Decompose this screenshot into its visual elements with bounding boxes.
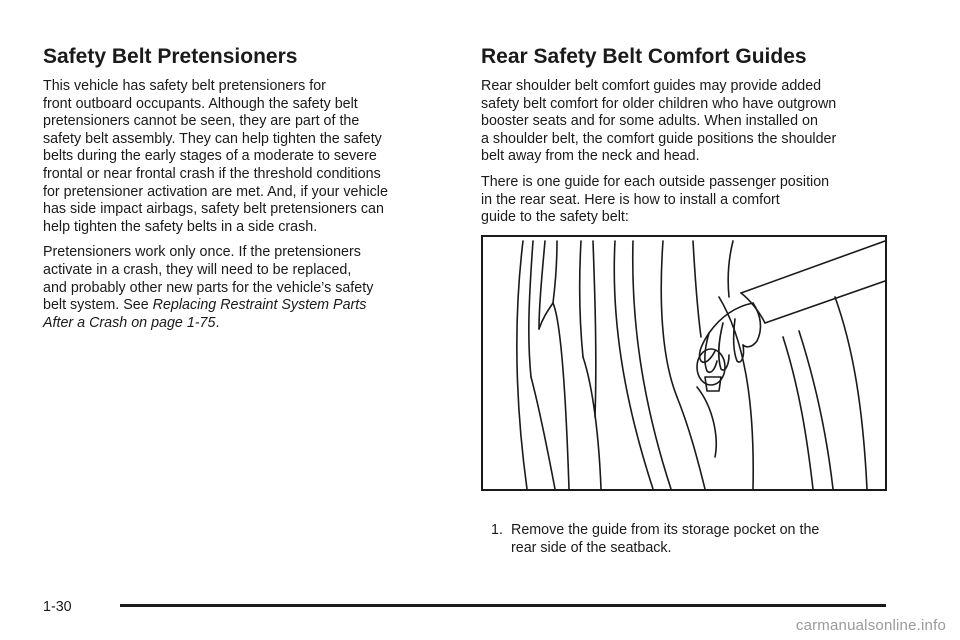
hand-outline [705,333,717,372]
watermark: carmanualsonline.info [795,617,946,634]
section-title-pretensioners: Safety Belt Pretensioners [43,45,298,68]
seat-contour [580,241,583,357]
text-line: in the rear seat. Here is how to install a comfort [481,191,780,208]
seat-contour [553,303,569,489]
text-line: Remove the guide from its storage pocket on the [511,522,820,538]
pretensioners-paragraph-1 [43,78,443,236]
sleeve [741,241,885,293]
text-line: belt away from the neck and head. [481,148,700,165]
seat-contour [531,377,555,489]
text-line: a shoulder belt, the comfort guide positions the shoulder [481,130,837,147]
text-line: guide to the safety belt: [481,209,629,226]
text-line: front outboard occupants. Although the safety belt [43,95,358,112]
see-prefix: belt system. See [43,297,153,314]
pretensioners-paragraph-2 [43,244,443,332]
seat-contour [539,303,553,329]
text-line: pretensioners cannot be seen, they are part of the [43,113,360,130]
cross-reference-link[interactable]: Replacing Restraint System Parts [152,297,367,314]
seat-contour [583,357,601,489]
right-column [481,44,887,491]
seat-contour [661,241,677,397]
sentence-end: . [215,314,220,331]
sleeve [741,293,765,323]
seat-contour [529,241,533,377]
frame-line [799,331,833,489]
text-line: frontal or near frontal crash if the threshold conditions [43,165,381,182]
guide-clip [697,387,716,457]
comfort-guide-illustration [481,235,887,491]
text-line: There is one guide for each outside passenger position [481,173,830,190]
text-line: This vehicle has safety belt pretensioners for [43,78,326,94]
text-line: and probably other new parts for the vehicle’s safety [43,279,374,296]
text-line: help tighten the safety belts in a side crash. [43,218,318,235]
seat-contour [553,241,557,303]
text-line: rear side of the seatback. [511,539,672,556]
step-text [511,522,819,557]
frame-line [728,241,733,297]
comfort-guides-paragraph-2 [481,174,887,227]
belt-strap [633,241,671,489]
text-line: booster seats and for some adults. When installed on [481,113,818,130]
text-line: belts during the early stages of a moderate to severe [43,148,377,165]
frame-line [835,297,867,489]
seat-contour [693,241,701,337]
seat-contour [593,241,596,417]
hand-outline [743,303,760,347]
text-line [43,315,443,333]
cross-reference-link-continued[interactable]: After a Crash on page 1-75 [43,314,216,331]
left-column [43,44,443,340]
text-line [43,297,443,315]
text-line: Pretensioners work only once. If the pretensioners [43,244,361,261]
page-number: 1-30 [43,599,72,615]
footer-rule [120,604,886,607]
text-line: for pretensioner activation are met. And, if your vehicle [43,183,388,200]
text-line: safety belt assembly. They can help tighten the safety [43,130,382,147]
section-title-comfort-guides: Rear Safety Belt Comfort Guides [481,45,807,68]
text-line: activate in a crash, they will need to be replaced, [43,261,352,278]
text-line: has side impact airbags, safety belt pretensioners can [43,201,384,218]
step-number: 1. [491,522,503,538]
text-line: safety belt comfort for older children who have outgrown [481,95,837,112]
seat-contour [517,241,527,489]
comfort-guides-paragraph-1 [481,78,887,166]
seat-contour [677,397,705,489]
text-line: Rear shoulder belt comfort guides may provide added [481,78,822,94]
frame-line [719,297,753,489]
sleeve [765,281,885,323]
